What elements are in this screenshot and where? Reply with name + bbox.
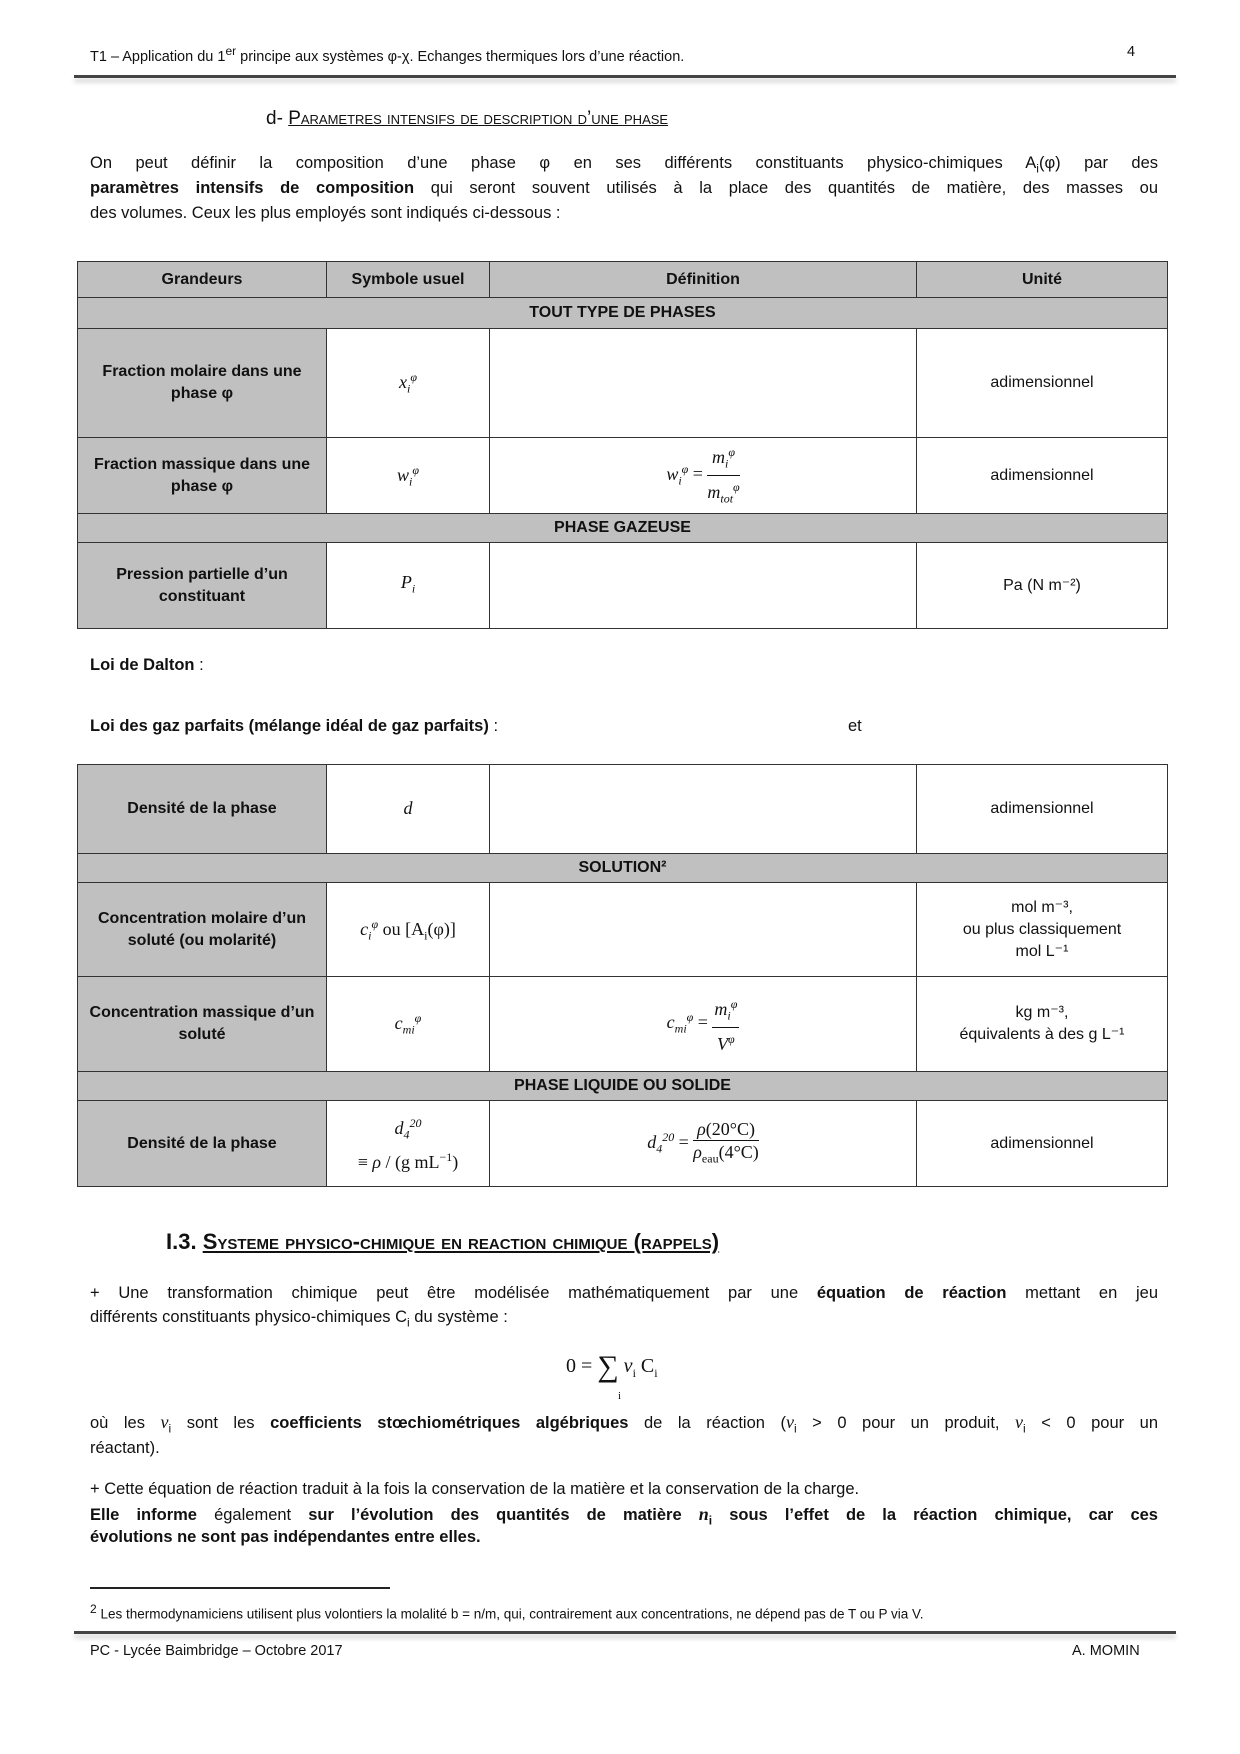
- paragraph-line: des volumes. Ceux les plus employés sont indiqués ci-dessous :: [90, 204, 561, 222]
- definition: [490, 765, 917, 854]
- unit-line: mol m⁻³,: [1011, 898, 1073, 916]
- symbol: d: [327, 765, 490, 854]
- text: sont les: [171, 1414, 271, 1432]
- table-row: [78, 1101, 1168, 1187]
- parameters-table-1: [77, 261, 1168, 629]
- symbol: $c_i^\varphi$ ou $[A_i(\varphi)]$: [327, 883, 490, 977]
- unit: [917, 883, 1168, 977]
- quantity-name: Concentration molaire d’un soluté (ou molarité): [78, 883, 327, 977]
- section-heading: [166, 1229, 719, 1255]
- col-header: Unité: [917, 262, 1168, 298]
- text: mettant en jeu: [1006, 1284, 1158, 1302]
- footer-left: PC - Lycée Baimbridge – Octobre 2017: [90, 1643, 343, 1659]
- table-row: [78, 329, 1168, 438]
- text: :: [194, 656, 204, 674]
- dalton-law: [90, 653, 1158, 677]
- bold-text: Loi de Dalton: [90, 656, 195, 674]
- text: différents constituants physico-chimiques C: [90, 1308, 408, 1326]
- unit: adimensionnel: [917, 1101, 1168, 1187]
- table-row: [78, 438, 1168, 514]
- quantity-name: Densité de la phase: [78, 765, 327, 854]
- symbol: $c_{mi}^\varphi$: [327, 977, 490, 1072]
- quantity-name: Fraction massique dans une phase φ: [78, 438, 327, 514]
- text: du système :: [409, 1308, 508, 1326]
- symbol: $w_i^\varphi$: [327, 438, 490, 514]
- text: On peut définir la composition d’une phase φ en ses différents constituants physico-chimiques A: [90, 154, 1037, 172]
- quantity-name: Pression partielle d’un constituant: [78, 543, 327, 629]
- text: + Une transformation chimique peut être modélisée mathématiquement par une: [90, 1284, 817, 1302]
- unit-line: ou plus classiquement: [962, 920, 1122, 938]
- bold-text: équation de réaction: [816, 1284, 1007, 1302]
- table-row: [78, 977, 1168, 1072]
- bold-text: Elle informe: [90, 1506, 197, 1524]
- heading-title: Systeme physico-chimique en reaction chimique (rappels): [202, 1229, 720, 1254]
- section-row: PHASE LIQUIDE OU SOLIDE: [78, 1072, 1168, 1101]
- col-header: Symbole usuel: [327, 262, 490, 298]
- bold-text: coefficients stœchiométriques algébriques: [270, 1414, 629, 1432]
- quantity-name: Fraction molaire dans une phase φ: [78, 329, 327, 438]
- col-header: Définition: [490, 262, 917, 298]
- reaction-equation: 0 = ∑ $\nu_i$ $C_i$ i: [566, 1350, 658, 1402]
- ideal-gas-law: [90, 714, 1158, 738]
- header-text: principe aux systèmes φ-χ. Echanges thermiques lors d’une réaction.: [236, 48, 685, 65]
- definition: $d_4^{20}$ = $\frac{\rho(20^\circ C)}{\rho_{eau}(4^\circ C)}$: [490, 1101, 917, 1187]
- bold-text: paramètres intensifs de composition: [90, 179, 415, 197]
- header-sup: er: [225, 44, 237, 58]
- symbol: $d_4^{20}$ ≡ ρ / (g $mL^{-1}$): [327, 1101, 490, 1187]
- table-row: [78, 543, 1168, 629]
- paragraph-line: [90, 176, 1158, 200]
- footnote: $^2$ Les thermodynamiciens utilisent plus volontiers la molalité b = n/m, qui, contrairement aux concentrations, ne dépend pas de T ou P via V.: [90, 1602, 924, 1622]
- definition: $w_i^\varphi$ = $\frac{m_i^\varphi}{m_{tot}^\varphi}$: [490, 438, 917, 514]
- text: i: [1036, 161, 1039, 176]
- paragraph-line: [90, 1525, 1158, 1549]
- text: où les: [90, 1414, 161, 1432]
- footer-rule: [74, 1631, 1176, 1634]
- footnote-text: Les thermodynamiciens utilisent plus volontiers la molalité b = n/m, qui, contrairement aux concentrations, ne dépend pas de T ou P via V.: [100, 1606, 924, 1622]
- definition: [490, 543, 917, 629]
- definition: [490, 329, 917, 438]
- col-header: Grandeurs: [78, 262, 327, 298]
- unit: Pa (N m⁻²): [917, 543, 1168, 629]
- quantity-name: Concentration massique d’un soluté: [78, 977, 327, 1072]
- bold-text: sous l’effet de la réaction chimique, car ces: [712, 1506, 1158, 1524]
- paragraph-line: Elle informe également sur l’évolution des quantités de matière $n_i$ sous l’effet de la réaction chimique, car ces: [90, 1504, 1158, 1528]
- heading-number: d-: [266, 108, 289, 129]
- unit: adimensionnel: [917, 765, 1168, 854]
- text: :: [488, 717, 499, 735]
- text: de la réaction (: [628, 1414, 786, 1432]
- footer-right: A. MOMIN: [1072, 1643, 1140, 1659]
- header-text: T1 – Application du 1: [90, 48, 226, 65]
- bold-text: évolutions ne sont pas indépendantes entre elles.: [90, 1528, 481, 1546]
- et-text: et: [848, 717, 862, 735]
- section-row: TOUT TYPE DE PHASES: [78, 298, 1168, 329]
- bold-text: sur l’évolution des quantités de matière: [308, 1506, 699, 1524]
- definition: $c_{mi}^\varphi$ = $\frac{m_i^\varphi}{V^\varphi}$: [490, 977, 917, 1072]
- paragraph-line: réactant).: [90, 1439, 160, 1457]
- unit: adimensionnel: [917, 329, 1168, 438]
- definition: [490, 883, 917, 977]
- table-row: [78, 883, 1168, 977]
- unit: adimensionnel: [917, 438, 1168, 514]
- heading-number: I.3.: [166, 1229, 203, 1254]
- paragraph-line: différents constituants physico-chimiques $C_i$ du système :: [90, 1308, 508, 1330]
- table-row: [78, 765, 1168, 854]
- symbol: $x_i^\varphi$: [327, 329, 490, 438]
- paragraph-line: + Cette équation de réaction traduit à la fois la conservation de la matière et la conservation de la charge.: [90, 1480, 860, 1498]
- text: < 0 pour un: [1025, 1414, 1159, 1432]
- page-number: 4: [1127, 44, 1136, 60]
- unit: [917, 977, 1168, 1072]
- text: également: [196, 1506, 309, 1524]
- footnote-rule: [90, 1587, 390, 1589]
- running-header: [90, 44, 684, 65]
- section-row: SOLUTION²: [78, 854, 1168, 883]
- text: > 0 pour un produit,: [796, 1414, 1016, 1432]
- quantity-name: Densité de la phase: [78, 1101, 327, 1187]
- header-rule: [74, 75, 1176, 78]
- text: (φ) par des: [1038, 154, 1158, 172]
- paragraph-line: [90, 1281, 1158, 1305]
- section-heading: [266, 108, 668, 130]
- paragraph-line: où les $\nu_i$ sont les coefficients stœchiométriques algébriques de la réaction ($\nu_i > 0$ pour un produit, $\nu_i < 0$ pour un: [90, 1412, 1159, 1436]
- unit-line: mol L⁻¹: [1015, 942, 1069, 960]
- parameters-table-2: [77, 764, 1168, 1187]
- bold-text: Loi des gaz parfaits (mélange idéal de gaz parfaits): [90, 717, 489, 735]
- symbol: $P_i$: [327, 543, 490, 629]
- unit-line: équivalents à des g L⁻¹: [959, 1026, 1125, 1043]
- heading-title: Parametres intensifs de description d’une phase: [288, 108, 669, 129]
- text: qui seront souvent utilisés à la place des quantités de matière, des masses ou: [414, 179, 1159, 197]
- unit-line: kg m⁻³,: [1015, 1004, 1069, 1021]
- section-row: PHASE GAZEUSE: [78, 514, 1168, 543]
